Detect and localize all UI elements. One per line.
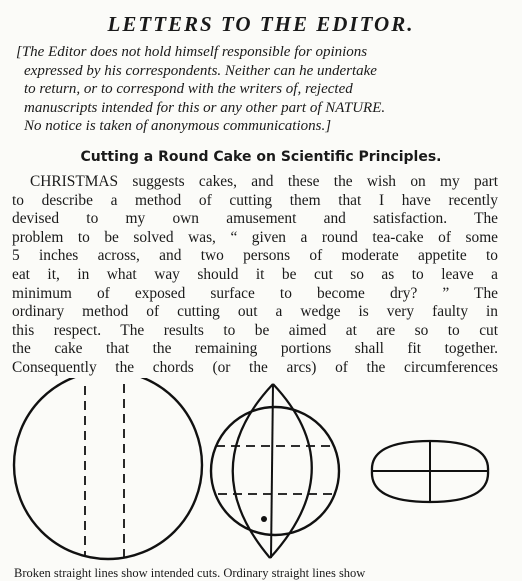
disclaimer-line: manuscripts intended for this or any other part of NATURE. (24, 99, 386, 116)
article-title: Cutting a Round Cake on Scientific Principles. (80, 149, 442, 165)
body-line: problem to be solved was, “ given a round tea-cake of some (12, 228, 498, 246)
body-line: to describe a method of cutting them that I have recently (12, 191, 498, 209)
cake-outline (14, 378, 202, 559)
disclaimer-line: expressed by his correspondents. Neither can he undertake (24, 62, 377, 79)
body-line: devised to my own amusement and satisfaction. The (12, 210, 498, 228)
body-line: ordinary method of cutting out a wedge is very faulty in (12, 303, 498, 321)
figure-second-remainder (372, 441, 488, 502)
editor-disclaimer (16, 43, 506, 136)
body-line: eat it, in what way should it be cut so as to leave a (12, 265, 498, 283)
figure-whole-cake (14, 378, 202, 559)
cake-outline (211, 407, 339, 535)
disclaimer-line: [The Editor does not hold himself responsible for opinions (16, 44, 368, 60)
body-line: CHRISTMAS suggests cakes, and these the wish on my part (30, 173, 498, 190)
figure-caption: Broken straight lines show intended cuts. Ordinary straight lines show (14, 566, 366, 580)
body-line: 5 inches across, and two persons of moderate appetite to (12, 247, 498, 265)
joined-cut-line (271, 384, 273, 558)
figure-first-remainder (211, 384, 339, 558)
article-body (12, 173, 498, 378)
body-line: Consequently the chords (or the arcs) of the circumferences (12, 358, 498, 376)
ink-blot (261, 516, 267, 522)
section-heading: LETTERS TO THE EDITOR. (107, 12, 415, 36)
cake-cutting-figures (0, 378, 522, 564)
body-line: the cake that the remaining portions shall fit together. (12, 340, 498, 358)
disclaimer-line: to return, or to correspond with the writers of, rejected (24, 81, 353, 97)
body-line: minimum of exposed surface to become dry? ” The (12, 284, 498, 302)
body-line: this respect. The results to be aimed at are so to cut (12, 321, 498, 339)
disclaimer-line: No notice is taken of anonymous communications.] (24, 118, 332, 134)
